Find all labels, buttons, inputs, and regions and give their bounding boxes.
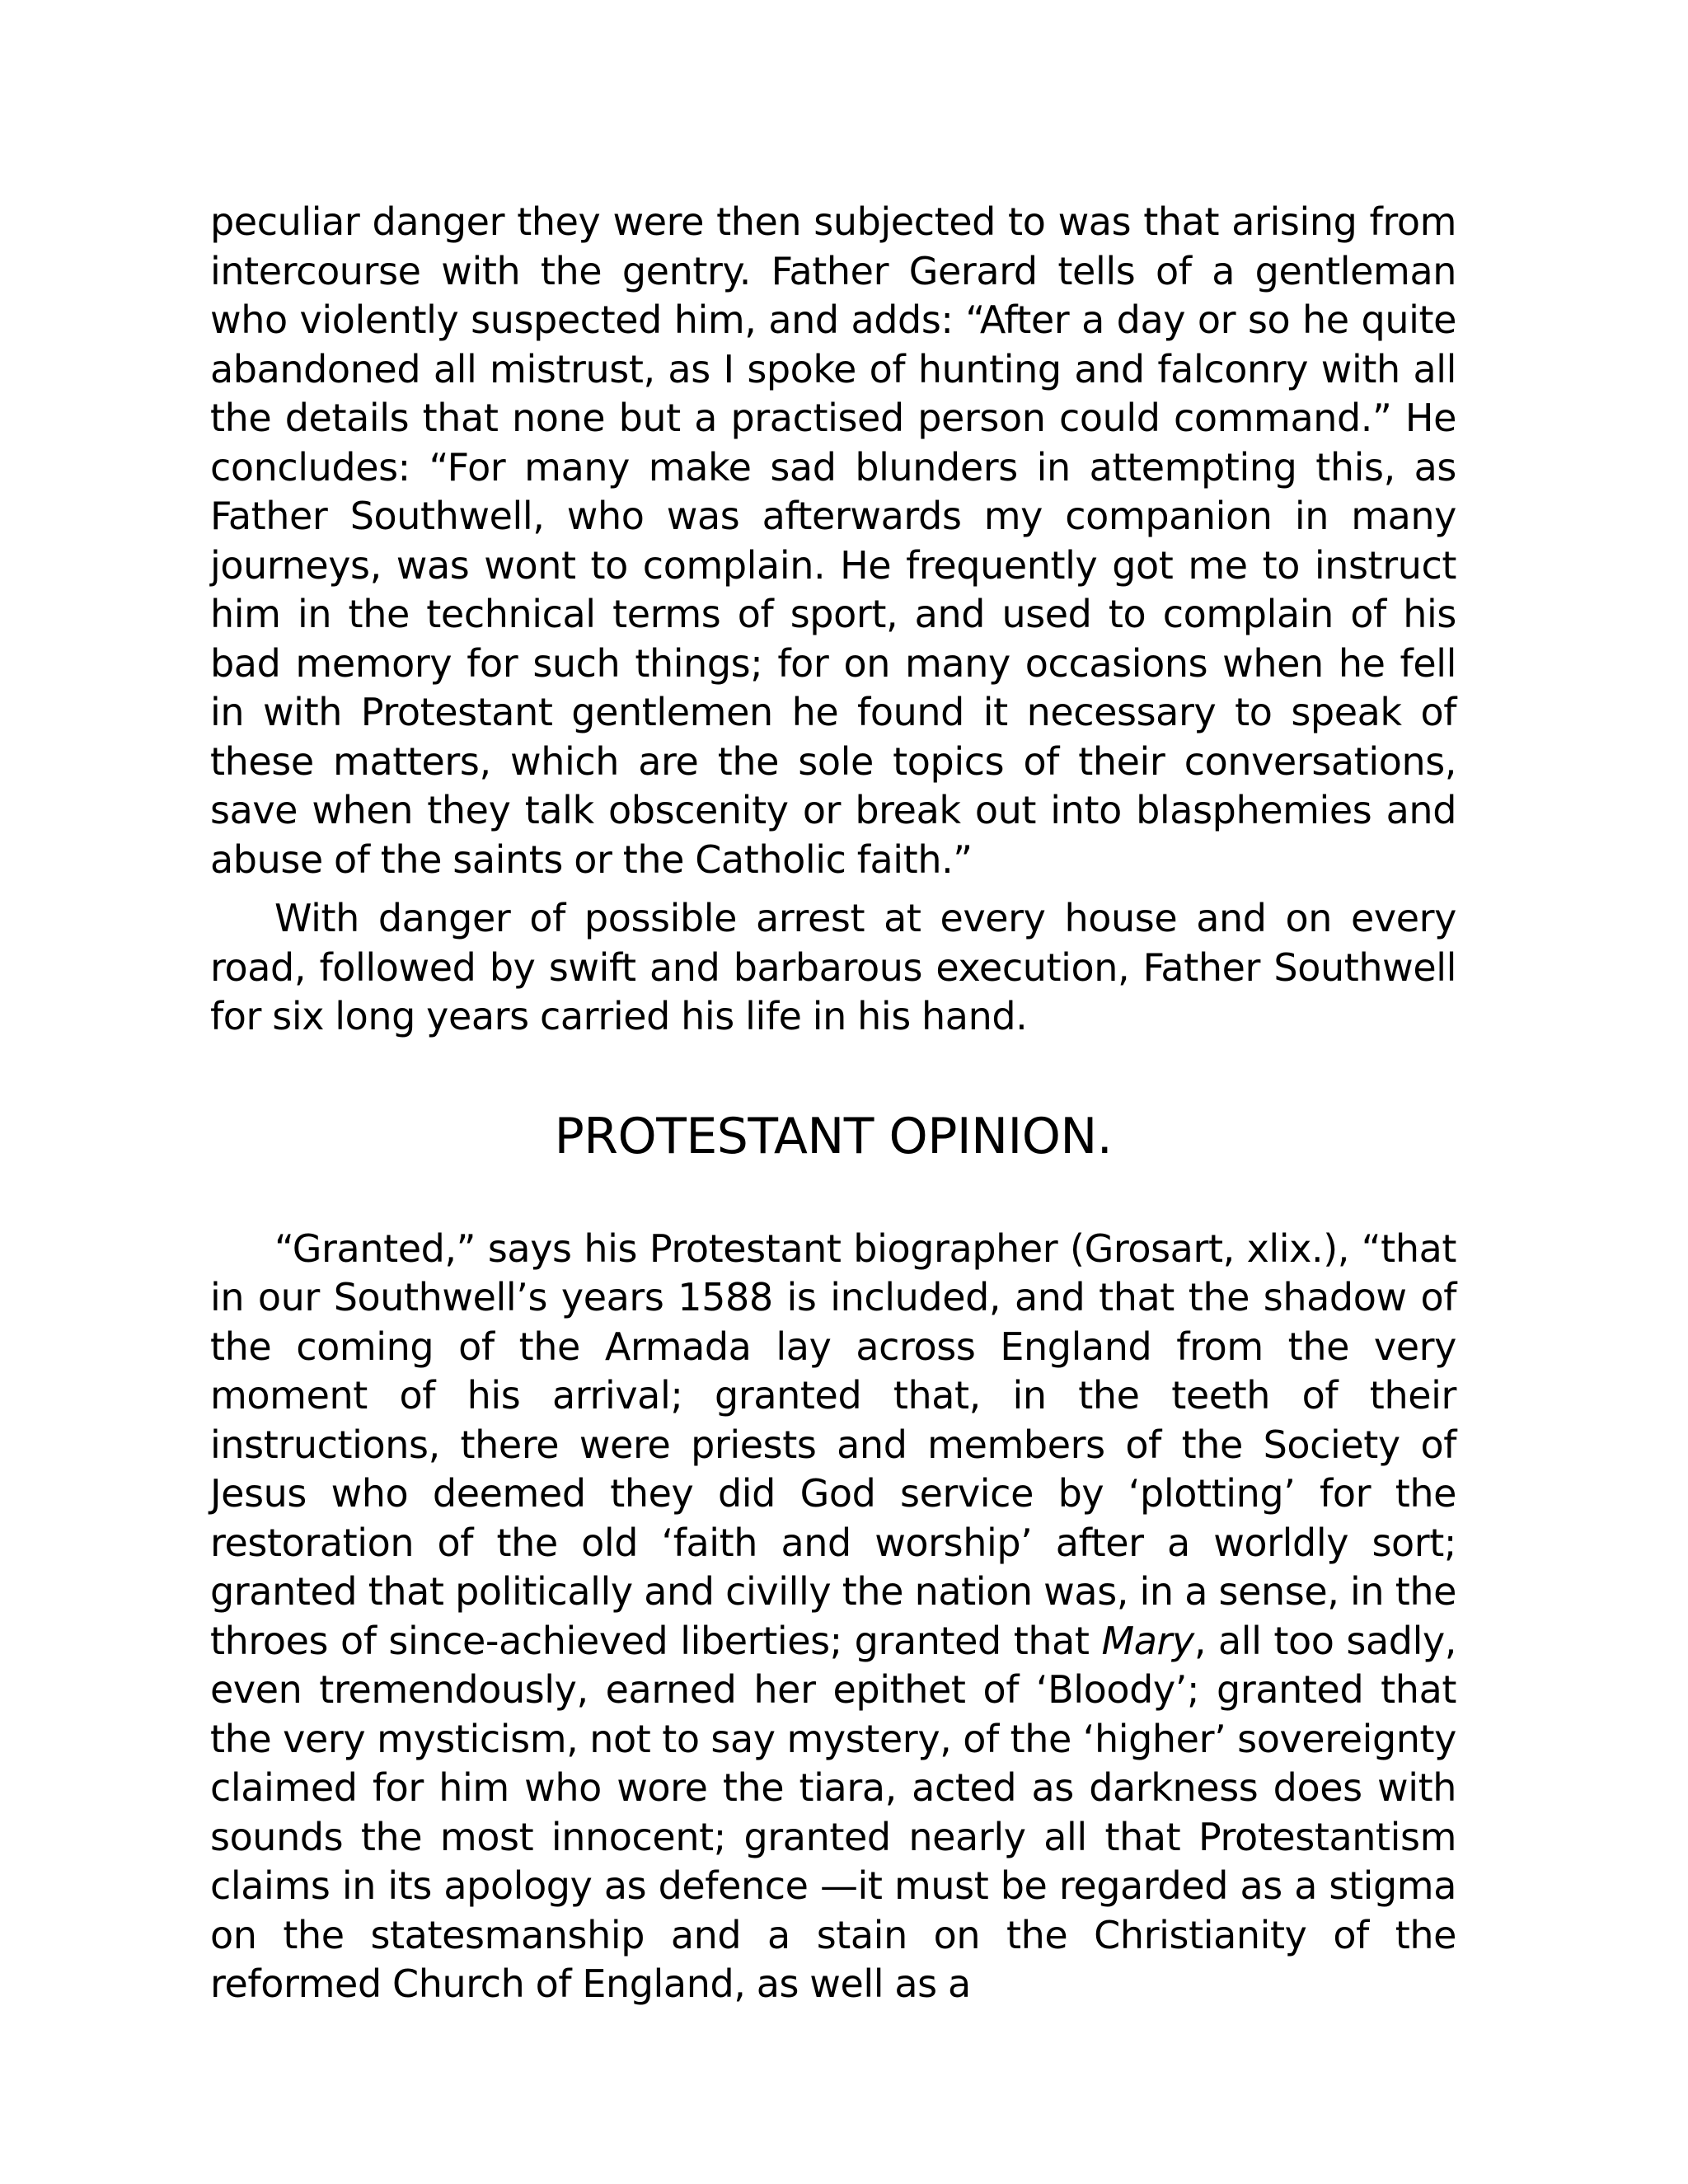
paragraph-text-start: “Granted,” says his Protestant biographer (Grosart, xlix.), “that in our Southwell’s years 1588 is included, and that the shadow of the coming of the Armada lay across England from the very moment of his arrival; granted that, in the teeth of their instructions, there were priests and members of the Society of Jesus who deemed they did God service by ‘plotting’ for the restoration of the old ‘faith and worship’ after a worldly sort; granted that politically and civilly the nation was, in a sense, in the throes of since-achieved liberties; granted that: [210, 1226, 1456, 1663]
paragraph-gerard-account: peculiar danger they were then subjected to was that arising from intercourse with the gentry. Father Gerard tells of a gentleman who violently suspected him, and adds: “After a day or so he quite abandoned all mistrust, as I spoke of hunting and falconry with all the details that none but a practised person could command.” He concludes: “For many make sad blunders in attempting this, as Father Southwell, who was afterwards my companion in many journeys, was wont to complain. He frequently got me to instruct him in the technical terms of sport, and used to complain of his bad memory for such things; for on many occasions when he fell in with Protestant gentlemen he found it necessary to speak of these matters, which are the sole topics of their conversations, save when they talk obscenity or break out into blasphemies and abuse of the saints or the Catholic faith.”: [210, 199, 1456, 882]
page-content: [210, 198, 1456, 2009]
paragraph-text-end: , all too sadly, even tremendously, earned her epithet of ‘Bloody’; granted that the very mysticism, not to say mystery, of the ‘higher’ sovereignty claimed for him who wore the tiara, acted as darkness does with sounds the most innocent; granted nearly all that Protestantism claims in its apology as defence —it must be regarded as a stigma on the statesmanship and a stain on the Christianity of the reformed Church of England, as well as a: [210, 1618, 1457, 2006]
italic-name-mary: Mary: [1101, 1618, 1194, 1663]
paragraph-protestant-opinion: [210, 1225, 1456, 2009]
section-heading: PROTESTANT OPINION.: [554, 1107, 1113, 1165]
paragraph-danger-summary: With danger of possible arrest at every house and on every road, followed by swift and barbarous execution, Father Southwell for six long years carried his life in his hand.: [210, 896, 1456, 1038]
